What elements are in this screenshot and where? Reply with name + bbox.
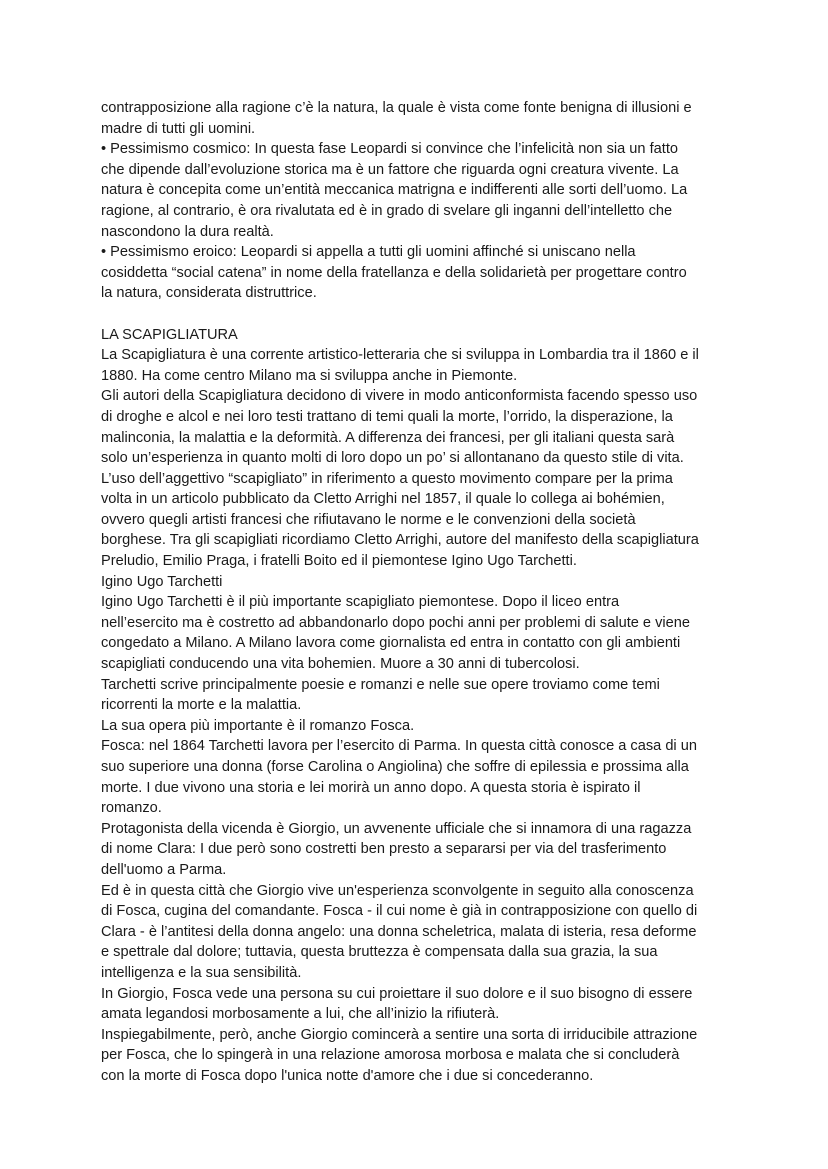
text-line: con la morte di Fosca dopo l'unica notte d'amore che i due si concederanno. <box>101 1067 594 1084</box>
text-line: ragione, al contrario, è ora rivalutata ed è in grado di svelare gli inganni dell’intelletto che <box>101 202 673 219</box>
text-line: di nome Clara: I due però sono costretti ben presto a separarsi per via del trasferimento <box>101 841 667 858</box>
text-line: Inspiegabilmente, però, anche Giorgio comincerà a sentire una sorta di irriducibile attrazione <box>101 1026 698 1043</box>
text-line: solo un’esperienza in quanto molti di loro dopo un po’ si allontanano da questo stile di vita. <box>101 450 684 467</box>
text-line: nell’esercito ma è costretto ad abbandonarlo dopo pochi anni per problemi di salute e viene <box>101 614 690 631</box>
text-line: Fosca: nel 1864 Tarchetti lavora per l’esercito di Parma. In questa città conosce a casa di un <box>101 738 697 755</box>
text-line: malinconia, la malattia e la deformità. A differenza dei francesi, per gli italiani questa sarà <box>101 429 675 446</box>
leopardi-pessimism-section <box>101 98 741 304</box>
text-line: suo superiore una donna (forse Carolina o Angiolina) che soffre di epilessia e prossima alla <box>101 759 689 775</box>
text-line: volta in un articolo pubblicato da Cletto Arrighi nel 1857, il quale lo collega ai bohémien, <box>101 491 665 508</box>
text-line: madre di tutti gli uomini. <box>101 120 256 137</box>
text-line: Gli autori della Scapigliatura decidono di vivere in modo anticonformista facendo spesso uso <box>101 388 698 405</box>
text-line: contrapposizione alla ragione c’è la natura, la quale è vista come fonte benigna di illusioni e <box>101 100 692 116</box>
text-line: romanzo. <box>101 800 162 817</box>
text-line: • Pessimismo cosmico: In questa fase Leopardi si convince che l’infelicità non sia un fatto <box>101 141 678 158</box>
paragraph-gap <box>101 304 741 325</box>
text-line: dell'uomo a Parma. <box>101 861 227 878</box>
text-line: la natura, considerata distruttrice. <box>101 285 317 302</box>
text-line: Ed è in questa città che Giorgio vive un'esperienza sconvolgente in seguito alla conoscenza <box>101 882 694 899</box>
section-heading: LA SCAPIGLIATURA <box>101 326 238 343</box>
text-line: amata legandosi morbosamente a lui, che all’inizio la rifiuterà. <box>101 1006 500 1023</box>
text-line: Igino Ugo Tarchetti è il più importante scapigliato piemontese. Dopo il liceo entra <box>101 594 620 611</box>
text-line: ovvero quegli artisti francesi che rifiutavano le norme e le convenzioni della società <box>101 511 636 528</box>
text-line: cosiddetta “social catena” in nome della fratellanza e della solidarietà per progettare contro <box>101 264 687 281</box>
text-line: 1880. Ha come centro Milano ma si sviluppa anche in Piemonte. <box>101 367 518 384</box>
text-line: morte. I due vivono una storia e lei morirà un anno dopo. A questa storia è ispirato il <box>101 779 641 796</box>
text-line: intelligenza e la sua sensibilità. <box>101 964 302 981</box>
text-line: e spettrale dal dolore; tuttavia, questa bruttezza è compensata dalla sua grazia, la sua <box>101 944 658 961</box>
subsection-heading: Igino Ugo Tarchetti <box>101 573 223 590</box>
text-line: In Giorgio, Fosca vede una persona su cui proiettare il suo dolore e il suo bisogno di essere <box>101 985 693 1002</box>
scapigliatura-section <box>101 325 741 1087</box>
text-line: che dipende dall’evoluzione storica ma è un fattore che riguarda ogni creatura vivente. La <box>101 161 679 178</box>
text-line: Clara - è l’antitesi della donna angelo: una donna scheletrica, malata di isteria, resa deforme <box>101 923 697 940</box>
text-line: Tarchetti scrive principalmente poesie e romanzi e nelle sue opere troviamo come temi <box>101 676 660 693</box>
text-line: per Fosca, che lo spingerà in una relazione amorosa morbosa e malata che si concluderà <box>101 1047 680 1064</box>
text-line: di droghe e alcol e nei loro testi trattano di temi quali la morte, l’orrido, la disperazione, la <box>101 408 673 425</box>
text-line: La Scapigliatura è una corrente artistico-letteraria che si sviluppa in Lombardia tra il 1860 e il <box>101 347 699 364</box>
text-line: • Pessimismo eroico: Leopardi si appella a tutti gli uomini affinché si uniscano nella <box>101 244 636 261</box>
text-line: scapigliati conducendo una vita bohemien. Muore a 30 anni di tubercolosi. <box>101 656 580 673</box>
text-line: congedato a Milano. A Milano lavora come giornalista ed entra in contatto con gli ambienti <box>101 635 681 652</box>
text-line: ricorrenti la morte e la malattia. <box>101 697 302 714</box>
text-line: La sua opera più importante è il romanzo Fosca. <box>101 717 415 734</box>
text-line: natura è concepita come un’entità meccanica matrigna e indifferenti alle sorti dell’uomo. La <box>101 182 688 199</box>
text-line: borghese. Tra gli scapigliati ricordiamo Cletto Arrighi, autore del manifesto della scapigliatura <box>101 532 699 549</box>
text-line: L’uso dell’aggettivo “scapigliato” in riferimento a questo movimento compare per la prima <box>101 470 673 487</box>
document-body <box>101 98 741 1087</box>
text-line: nascondono la dura realtà. <box>101 223 274 240</box>
text-line: Preludio, Emilio Praga, i fratelli Boito ed il piemontese Igino Ugo Tarchetti. <box>101 553 577 570</box>
text-line: di Fosca, cugina del comandante. Fosca - il cui nome è già in contrapposizione con quello di <box>101 903 698 920</box>
text-line: Protagonista della vicenda è Giorgio, un avvenente ufficiale che si innamora di una ragazza <box>101 820 692 837</box>
